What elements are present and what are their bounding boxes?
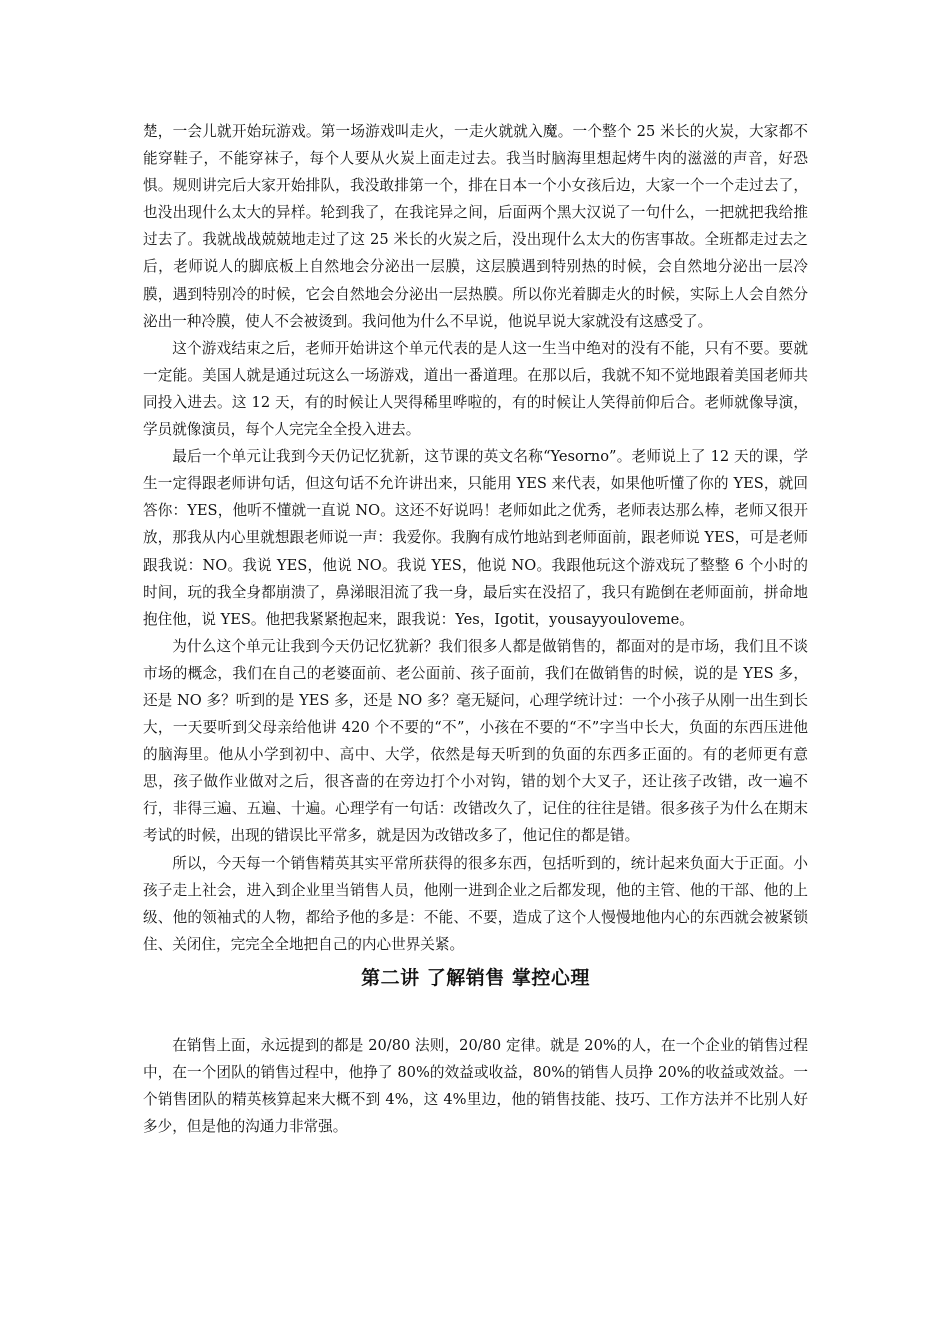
paragraph-fire-walk: 楚，一会儿就开始玩游戏。第一场游戏叫走火，一走火就就入魔。一个整个 25 米长的火炭，大家都不能穿鞋子，不能穿袜子，每个人要从火炭上面走过去。我当时脑海里想起烤牛肉的滋滋的声音，好恐惧。规则讲完后大家开始排队，我没敢排第一个，排在日本一个小女孩后边，大家一个一个走过去了，也没出现什么太大的异样。轮到我了，在我诧异之间，后面两个黑大汉说了一句什么，一把就把我给推过去了。我就战战兢兢地走过了这 25 米长的火炭之后，没出现什么太大的伤害事故。全班都走过去之后，老师说人的脚底板上自然地会分泌出一层膜，这层膜遇到特别热的时候，会自然地分泌出一层冷膜，遇到特别冷的时候，它会自然地会分泌出一层热膜。所以你光着脚走火的时候，实际上人会自然分泌出一种冷膜，使人不会被烫到。我问他为什么不早说，他说早说大家就没有这感受了。 [143, 123, 808, 330]
paragraph-why-memorable: 为什么这个单元让我到今天仍记忆犹新？我们很多人都是做销售的，都面对的是市场，我们且不谈市场的概念，我们在自己的老婆面前、老公面前、孩子面前，我们在做销售的时候，说的是 YES 多，还是 NO 多？听到的是 YES 多，还是 NO 多？毫无疑问，心理学统计过：一个小孩子从刚一出生到长大，一天要听到父母亲给他讲 420 个不要的“不”，小孩在不要的“不”字当中长大，负面的东西压进他的脑海里。他从小学到初中、高中、大学，依然是每天听到的负面的东西多正面的。有的老师更有意思，孩子做作业做对之后，很吝啬的在旁边打个小对钩，错的划个大叉子，还让孩子改错，改一遍不行，非得三遍、五遍、十遍。心理学有一句话：改错改久了，记住的往往是错。很多孩子为什么在期末考试的时候，出现的错误比平常多，就是因为改错改多了，他记住的都是错。 [143, 637, 808, 845]
paragraph-20-80-rule: 在销售上面，永远提到的都是 20/80 法则，20/80 定律。就是 20%的人，在一个企业的销售过程中，在一个团队的销售过程中，他挣了 80%的效益或收益，80%的销售人员挣 20%的收益或效益。一个销售团队的精英核算起来大概不到 4%，这 4%里边，他的销售技能、技巧、工作方法并不比别人好多少，但是他的沟通力非常强。 [143, 1036, 808, 1136]
paragraph-yes-or-no: 最后一个单元让我到今天仍记忆犹新，这节课的英文名称“Yesorno”。老师说上了 12 天的课，学生一定得跟老师讲句话，但这句话不允许讲出来，只能用 YES 来代表，如果他听懂了你的 YES，就回答你：YES，他听不懂就一直说 NO。这还不好说吗！老师如此之优秀，老师表达那么棒，老师又很开放，那我从内心里就想跟老师说一声：我爱你。我胸有成竹地站到老师面前，跟老师说 YES，可是老师跟我说：NO。我说 YES，他说 NO。我说 YES，他说 NO。我跟他玩这个游戏玩了整整 6 个小时的时间，玩的我全身都崩溃了，鼻涕眼泪流了我一身，最后实在没招了，我只有跪倒在老师面前，拼命地抱住他，说 YES。他把我紧紧抱起来，跟我说：Yes，Igotit，yousayyouloveme。 [143, 448, 808, 628]
document-page [143, 118, 808, 1140]
paragraph-negative-feedback: 所以，今天每一个销售精英其实平常所获得的很多东西，包括听到的，统计起来负面大于正面。小孩子走上社会，进入到企业里当销售人员，他刚一进到企业之后都发现，他的主管、他的干部、他的上级、他的领袖式的人物，都给予他的多是：不能、不要，造成了这个人慢慢地他内心的东西就会被紧锁住、关闭住，完完全全地把自己的内心世界关紧。 [143, 854, 808, 953]
section-title: 第二讲 了解销售 掌控心理 [361, 966, 590, 989]
paragraph-no-impossible: 这个游戏结束之后，老师开始讲这个单元代表的是人这一生当中绝对的没有不能，只有不要。要就一定能。美国人就是通过玩这么一场游戏，道出一番道理。在那以后，我就不知不觉地跟着美国老师共同投入进去。这 12 天，有的时候让人哭得稀里哗啦的，有的时候让人笑得前仰后合。老师就像导演，学员就像演员，每个人完完全全投入进去。 [143, 339, 808, 439]
